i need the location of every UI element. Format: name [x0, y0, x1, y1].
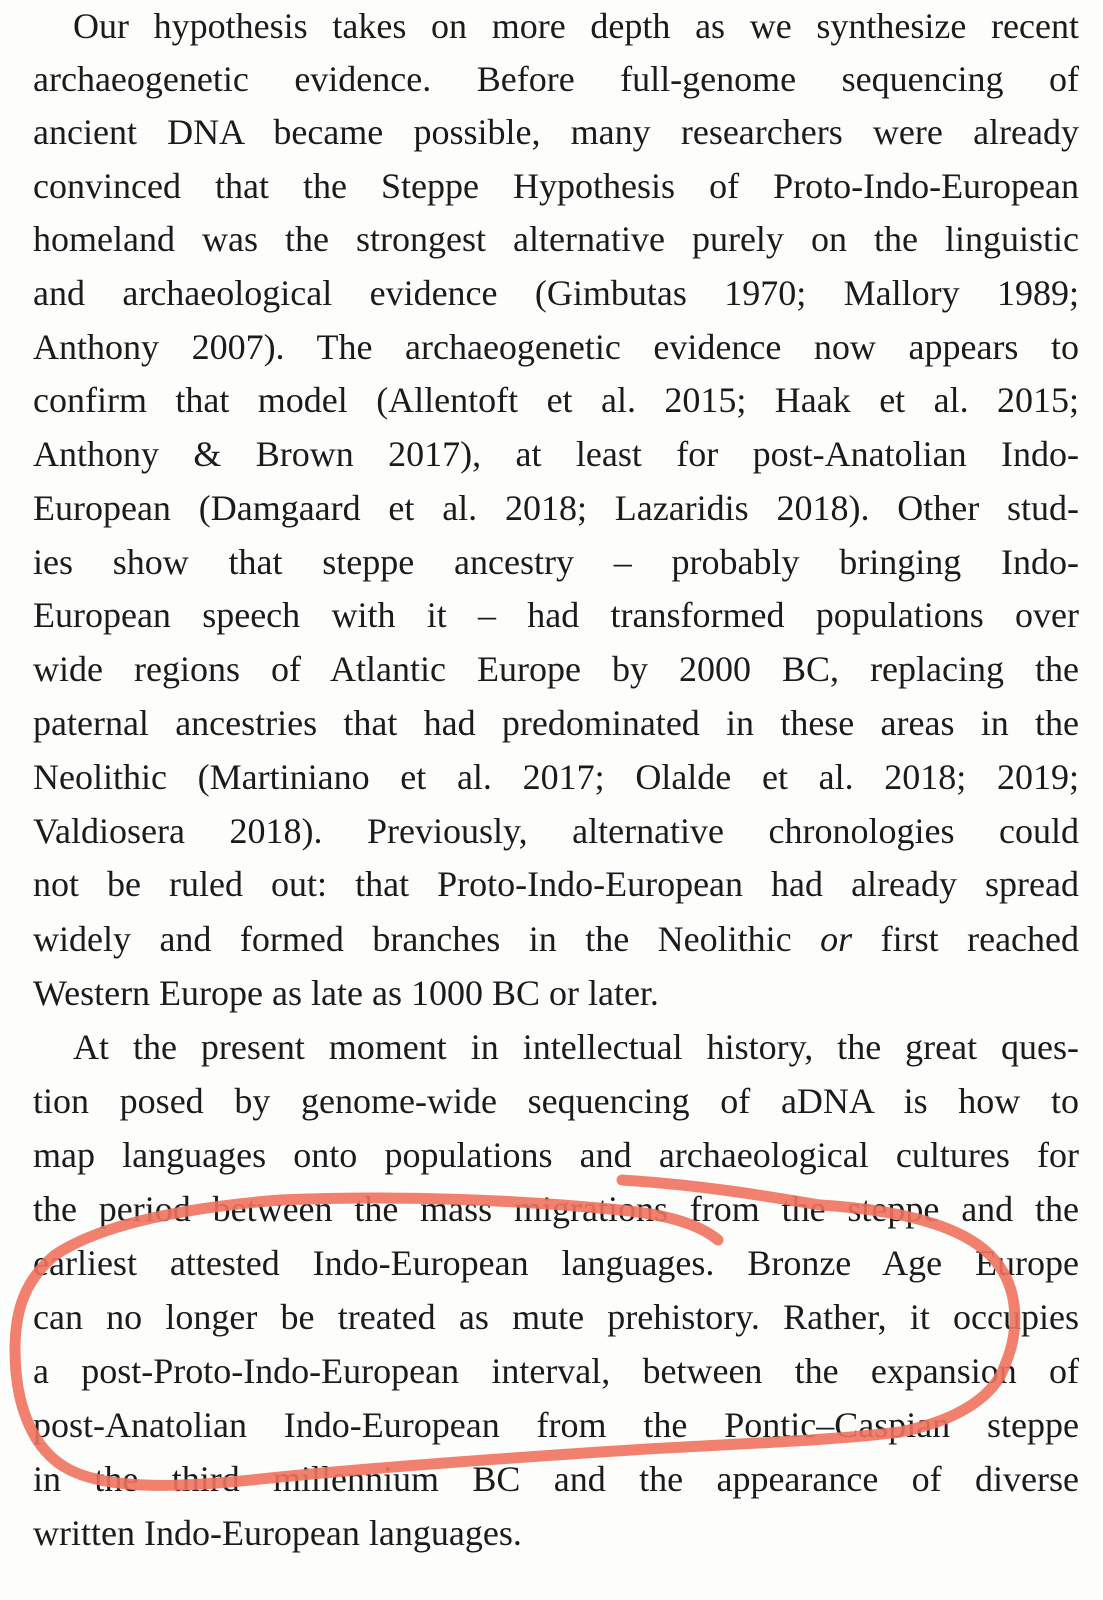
- paragraph-1-line-7: Anthony 2007). The archaeogenetic evidence now appears to: [33, 327, 1079, 367]
- paragraph-1-line-13: wide regions of Atlantic Europe by 2000 BC, replacing the: [33, 649, 1079, 689]
- paragraph-1-line-3: ancient DNA became possible, many researchers were already: [33, 112, 1079, 152]
- paragraph-1-line-19: Western Europe as late as 1000 BC or later.: [33, 973, 659, 1013]
- paragraph-2-line-9: in the third millennium BC and the appearance of diverse: [33, 1459, 1079, 1499]
- paragraph-1-line-17: not be ruled out: that Proto-Indo-European had already spread: [33, 864, 1079, 904]
- paragraph-1-line-14: paternal ancestries that had predominated in these areas in the: [33, 703, 1079, 743]
- paragraph-1-line-11: ies show that steppe ancestry – probably bringing Indo-: [33, 542, 1079, 582]
- paragraph-2-line-5: earliest attested Indo-European languages. Bronze Age Europe: [33, 1243, 1079, 1283]
- paragraph-2-line-2: tion posed by genome-wide sequencing of aDNA is how to: [33, 1081, 1079, 1121]
- paragraph-2-line-7: a post-Proto-Indo-European interval, between the expansion of: [33, 1351, 1079, 1391]
- paragraph-1-line-1: Our hypothesis takes on more depth as we synthesize recent: [73, 6, 1079, 46]
- paragraph-2-line-3: map languages onto populations and archaeological cultures for: [33, 1135, 1079, 1175]
- italic-or: or: [820, 919, 853, 959]
- paragraph-1-line-6: and archaeological evidence (Gimbutas 1970; Mallory 1989;: [33, 273, 1079, 313]
- paragraph-2-line-4: the period between the mass migrations from the steppe and the: [33, 1189, 1079, 1229]
- paragraph-1-line-15: Neolithic (Martiniano et al. 2017; Olalde et al. 2018; 2019;: [33, 757, 1079, 797]
- paragraph-1-line-5: homeland was the strongest alternative purely on the linguistic: [33, 219, 1079, 259]
- paragraph-1-line-18: [33, 912, 1079, 966]
- paragraph-1-line-8: confirm that model (Allentoft et al. 2015; Haak et al. 2015;: [33, 380, 1079, 420]
- paragraph-2-line-10: written Indo-European languages.: [33, 1513, 522, 1553]
- paragraph-2-line-6: can no longer be treated as mute prehistory. Rather, it occupies: [33, 1297, 1079, 1337]
- line-18-start: widely and formed branches in the Neolithic: [33, 919, 792, 959]
- paragraph-1-line-4: convinced that the Steppe Hypothesis of Proto-Indo-European: [33, 166, 1079, 206]
- paragraph-2-line-8: post-Anatolian Indo-European from the Pontic–Caspian steppe: [33, 1405, 1079, 1445]
- paragraph-1-line-2: archaeogenetic evidence. Before full-genome sequencing of: [33, 59, 1079, 99]
- paragraph-1-line-10: European (Damgaard et al. 2018; Lazaridis 2018). Other stud-: [33, 488, 1079, 528]
- paragraph-1-line-16: Valdiosera 2018). Previously, alternative chronologies could: [33, 811, 1079, 851]
- paragraph-2-line-1: At the present moment in intellectual history, the great ques-: [73, 1027, 1079, 1067]
- paragraph-1-line-12: European speech with it – had transformed populations over: [33, 595, 1079, 635]
- line-18-end: first reached: [880, 919, 1080, 959]
- paragraph-1-line-9: Anthony & Brown 2017), at least for post-Anatolian Indo-: [33, 434, 1079, 474]
